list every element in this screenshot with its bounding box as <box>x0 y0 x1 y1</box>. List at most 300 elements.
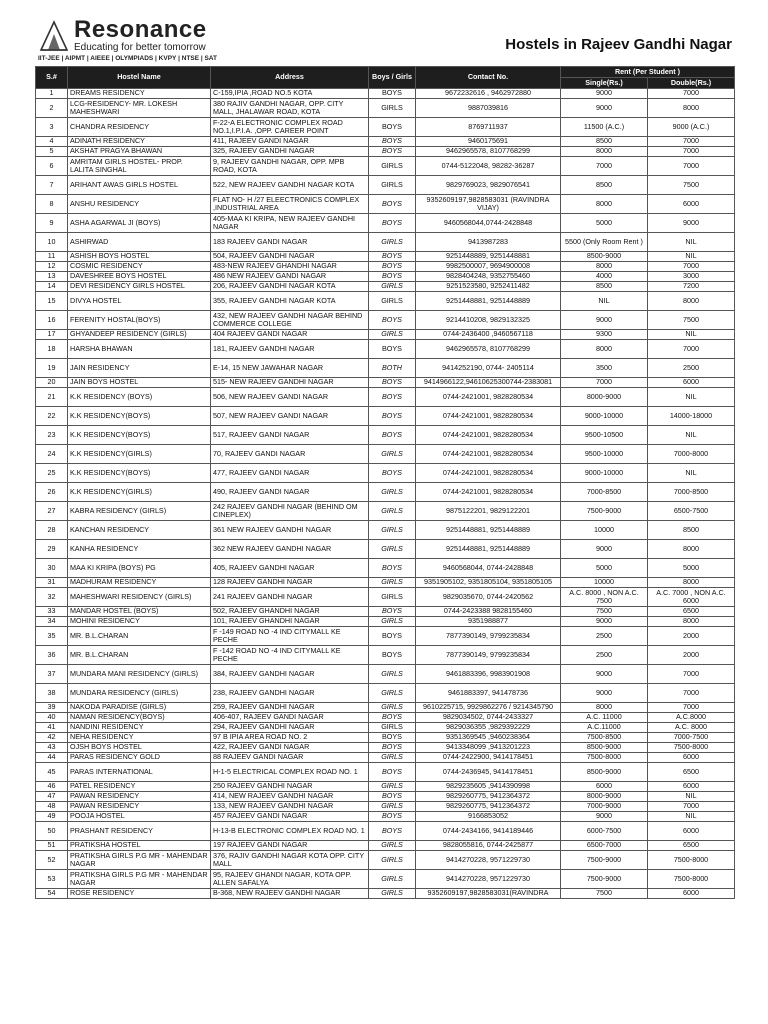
table-row <box>36 851 735 870</box>
cell-contact: 9829035670, 0744-2420562 <box>416 588 561 607</box>
cell-serial: 47 <box>36 792 68 802</box>
cell-serial: 29 <box>36 540 68 559</box>
cell-rent-double: 8000 <box>648 292 735 311</box>
cell-address: 404 RAJEEV GANDI NAGAR <box>211 330 369 340</box>
document-header <box>0 0 768 66</box>
cell-boys-girls: GIRLS <box>369 483 416 502</box>
cell-rent-single: 9500-10500 <box>561 426 648 445</box>
cell-serial: 33 <box>36 607 68 617</box>
cell-hostel-name: K.K RESIDENCY(GIRLS) <box>68 483 211 502</box>
cell-address: 362 NEW RAJEEV GANDHI NAGAR <box>211 540 369 559</box>
cell-boys-girls: GIRLS <box>369 445 416 464</box>
cell-address: 477, RAJEEV GANDI NAGAR <box>211 464 369 483</box>
cell-hostel-name: ASHISH BOYS HOSTEL <box>68 252 211 262</box>
cell-address: 504, RAJEEV GANDHI NAGAR <box>211 252 369 262</box>
cell-hostel-name: KABRA RESIDENCY (GIRLS) <box>68 502 211 521</box>
cell-rent-double: 3000 <box>648 272 735 282</box>
cell-rent-double: 6000 <box>648 889 735 899</box>
cell-serial: 49 <box>36 812 68 822</box>
cell-rent-single: 8000-9000 <box>561 792 648 802</box>
cell-address: 128 RAJEEV GANDHI NAGAR <box>211 578 369 588</box>
cell-address: 422, RAJEEV GANDI NAGAR <box>211 743 369 753</box>
cell-boys-girls: BOYS <box>369 713 416 723</box>
cell-serial: 43 <box>36 743 68 753</box>
cell-address: 522, NEW RAJEEV GANDHI NAGAR KOTA <box>211 176 369 195</box>
cell-serial: 48 <box>36 802 68 812</box>
cell-serial: 38 <box>36 684 68 703</box>
cell-hostel-name: OJSH BOYS HOSTEL <box>68 743 211 753</box>
cell-boys-girls: BOYS <box>369 627 416 646</box>
cell-rent-double: 2000 <box>648 646 735 665</box>
cell-rent-double: 2500 <box>648 359 735 378</box>
header-rent: Rent (Per Student ) <box>561 67 735 78</box>
cell-hostel-name: PRASHANT RESIDENCY <box>68 822 211 841</box>
cell-serial: 36 <box>36 646 68 665</box>
table-row <box>36 802 735 812</box>
cell-rent-single: 9500-10000 <box>561 445 648 464</box>
cell-hostel-name: PATEL RESIDENCY <box>68 782 211 792</box>
table-row <box>36 617 735 627</box>
table-row <box>36 330 735 340</box>
cell-address: 325, RAJEEV GANDHI NAGAR <box>211 147 369 157</box>
cell-boys-girls: BOYS <box>369 646 416 665</box>
cell-address: 97 B IPIA AREA ROAD NO. 2 <box>211 733 369 743</box>
cell-address: 206, RAJEEV GANDHI NAGAR KOTA <box>211 282 369 292</box>
cell-address: 432, NEW RAJEEV GANDHI NAGAR BEHIND COMMERCE COLLEGE <box>211 311 369 330</box>
cell-rent-single: 5000 <box>561 559 648 578</box>
cell-address: 515- NEW RAJEEV GANDHI NAGAR <box>211 378 369 388</box>
cell-boys-girls: BOYS <box>369 147 416 157</box>
page-title: Hostels in Rajeev Gandhi Nagar <box>505 36 732 53</box>
cell-hostel-name: K.K RESIDENCY(BOYS) <box>68 426 211 445</box>
cell-serial: 11 <box>36 252 68 262</box>
cell-hostel-name: PARAS RESIDENCY GOLD <box>68 753 211 763</box>
cell-address: 411, RAJEEV GANDI NAGAR <box>211 137 369 147</box>
cell-serial: 14 <box>36 282 68 292</box>
header-single: Single(Rs.) <box>561 78 648 89</box>
cell-hostel-name: KANCHAN RESIDENCY <box>68 521 211 540</box>
cell-boys-girls: BOYS <box>369 812 416 822</box>
cell-address: 506, NEW RAJEEV GANDI NAGAR <box>211 388 369 407</box>
cell-rent-double: 7500 <box>648 176 735 195</box>
cell-address: 406-407, RAJEEV GANDI NAGAR <box>211 713 369 723</box>
cell-boys-girls: GIRLS <box>369 753 416 763</box>
cell-serial: 24 <box>36 445 68 464</box>
cell-hostel-name: NANDINI RESIDENCY <box>68 723 211 733</box>
cell-rent-single: 3500 <box>561 359 648 378</box>
table-row <box>36 763 735 782</box>
cell-boys-girls: GIRLS <box>369 889 416 899</box>
cell-hostel-name: KANHA RESIDENCY <box>68 540 211 559</box>
cell-rent-single: 7000-9000 <box>561 802 648 812</box>
cell-contact: 9610225715, 9929862276 / 9214345790 <box>416 703 561 713</box>
cell-rent-single: 9000 <box>561 812 648 822</box>
cell-rent-double: 7000 <box>648 802 735 812</box>
table-row <box>36 311 735 330</box>
table-row <box>36 118 735 137</box>
cell-contact: 9829260775, 9412364372 <box>416 802 561 812</box>
cell-rent-double: 6000 <box>648 782 735 792</box>
cell-contact: 9413348099 ,9413201223 <box>416 743 561 753</box>
cell-serial: 3 <box>36 118 68 137</box>
cell-hostel-name: JAIN RESIDENCY <box>68 359 211 378</box>
cell-rent-single: 8500 <box>561 282 648 292</box>
table-row <box>36 195 735 214</box>
cell-boys-girls: GIRLS <box>369 282 416 292</box>
cell-boys-girls: BOYS <box>369 311 416 330</box>
cell-contact: 9351905102, 9351805104, 9351805105 <box>416 578 561 588</box>
cell-rent-single: 8500-9000 <box>561 743 648 753</box>
cell-contact: 0744-2434166, 9414189446 <box>416 822 561 841</box>
table-row <box>36 627 735 646</box>
cell-address: 133, NEW RAJEEV GANDHI NAGAR <box>211 802 369 812</box>
cell-address: F -142 ROAD NO -4 IND CITYMALL KE PECHE <box>211 646 369 665</box>
cell-contact: 9461883397, 941478736 <box>416 684 561 703</box>
cell-contact: 9829769023, 9829076541 <box>416 176 561 195</box>
cell-hostel-name: ASHA AGARWAL JI (BOYS) <box>68 214 211 233</box>
cell-rent-single: 9000 <box>561 665 648 684</box>
cell-rent-double: NIL <box>648 388 735 407</box>
cell-serial: 15 <box>36 292 68 311</box>
table-row <box>36 502 735 521</box>
cell-hostel-name: ASHIRWAD <box>68 233 211 252</box>
cell-hostel-name: MOHINI RESIDENCY <box>68 617 211 627</box>
cell-rent-double: NIL <box>648 252 735 262</box>
cell-address: 380 RAJIV GANDHI NAGAR, OPP. CITY MALL, JHALAWAR ROAD, KOTA <box>211 99 369 118</box>
table-row <box>36 733 735 743</box>
cell-address: 405-MAA KI KRIPA, NEW RAJEEV GANDHI NAGAR <box>211 214 369 233</box>
cell-hostel-name: MADHURAM RESIDENCY <box>68 578 211 588</box>
table-row <box>36 588 735 607</box>
cell-serial: 18 <box>36 340 68 359</box>
cell-address: 95, RAJEEV GHANDI NAGAR, KOTA OPP. ALLEN SAFALYA <box>211 870 369 889</box>
table-row <box>36 176 735 195</box>
cell-address: 294, RAJEEV GANDHI NAGAR <box>211 723 369 733</box>
table-row <box>36 665 735 684</box>
cell-boys-girls: BOYS <box>369 407 416 426</box>
cell-rent-single: 7500-9000 <box>561 851 648 870</box>
cell-serial: 19 <box>36 359 68 378</box>
cell-boys-girls: GIRLS <box>369 723 416 733</box>
cell-address: 507, NEW RAJEEV GANDI NAGAR <box>211 407 369 426</box>
cell-serial: 37 <box>36 665 68 684</box>
cell-hostel-name: PRATIKSHA GIRLS P.G MR - MAHENDAR NAGAR <box>68 870 211 889</box>
cell-rent-single: 4000 <box>561 272 648 282</box>
cell-boys-girls: GIRLS <box>369 617 416 627</box>
cell-contact: 0744-2421001, 9828280534 <box>416 445 561 464</box>
cell-serial: 50 <box>36 822 68 841</box>
cell-address: 517, RAJEEV GANDI NAGAR <box>211 426 369 445</box>
cell-rent-double: 6000 <box>648 195 735 214</box>
cell-hostel-name: COSMIC RESIDENCY <box>68 262 211 272</box>
cell-address: F-22-A ELECTRONIC COMPLEX ROAD NO.1,I.P.I.A. ,OPP. CAREER POINT <box>211 118 369 137</box>
cell-rent-single: 8000 <box>561 147 648 157</box>
cell-rent-single: 2500 <box>561 646 648 665</box>
cell-boys-girls: BOYS <box>369 378 416 388</box>
cell-rent-double: 8000 <box>648 578 735 588</box>
cell-serial: 9 <box>36 214 68 233</box>
cell-hostel-name: AMRITAM GIRLS HOSTEL- PROP. LALITA SINGHAL <box>68 157 211 176</box>
cell-serial: 39 <box>36 703 68 713</box>
cell-serial: 51 <box>36 841 68 851</box>
cell-rent-single: 9000 <box>561 540 648 559</box>
cell-contact: 9829034502, 0744-2433327 <box>416 713 561 723</box>
cell-address: 88 RAJEEV GANDI NAGAR <box>211 753 369 763</box>
cell-rent-double: 6000 <box>648 822 735 841</box>
cell-rent-single: 8500-9000 <box>561 252 648 262</box>
cell-hostel-name: PAWAN RESIDENCY <box>68 802 211 812</box>
table-row <box>36 272 735 282</box>
cell-serial: 46 <box>36 782 68 792</box>
cell-serial: 52 <box>36 851 68 870</box>
table-row <box>36 684 735 703</box>
cell-serial: 44 <box>36 753 68 763</box>
cell-rent-double: 8500 <box>648 521 735 540</box>
cell-serial: 45 <box>36 763 68 782</box>
table-row <box>36 713 735 723</box>
cell-rent-double: NIL <box>648 792 735 802</box>
cell-rent-single: 10000 <box>561 578 648 588</box>
cell-rent-double: 7000 <box>648 157 735 176</box>
table-row <box>36 723 735 733</box>
table-row <box>36 483 735 502</box>
cell-contact: 9251448881, 9251448889 <box>416 521 561 540</box>
cell-rent-double: 7000 <box>648 684 735 703</box>
cell-hostel-name: LCG-RESIDENCY- MR. LOKESH MAHESHWARI <box>68 99 211 118</box>
cell-boys-girls: BOYS <box>369 464 416 483</box>
cell-contact: 9251448881, 9251448889 <box>416 540 561 559</box>
cell-hostel-name: K.K RESIDENCY(GIRLS) <box>68 445 211 464</box>
cell-boys-girls: BOYS <box>369 214 416 233</box>
table-row <box>36 292 735 311</box>
cell-rent-double: 7000 <box>648 137 735 147</box>
cell-serial: 28 <box>36 521 68 540</box>
table-row <box>36 540 735 559</box>
header-double: Double(Rs.) <box>648 78 735 89</box>
cell-rent-double: NIL <box>648 464 735 483</box>
cell-serial: 8 <box>36 195 68 214</box>
cell-serial: 2 <box>36 99 68 118</box>
cell-boys-girls: BOYS <box>369 388 416 407</box>
cell-address: 502, RAJEEV GHANDHI NAGAR <box>211 607 369 617</box>
cell-rent-single: 8000-9000 <box>561 388 648 407</box>
cell-contact: 9982500007, 9694900008 <box>416 262 561 272</box>
hostel-table <box>35 66 735 899</box>
table-row <box>36 147 735 157</box>
cell-serial: 17 <box>36 330 68 340</box>
cell-contact: 9351369545 ,9460238364 <box>416 733 561 743</box>
cell-hostel-name: DIVYA HOSTEL <box>68 292 211 311</box>
cell-serial: 22 <box>36 407 68 426</box>
cell-serial: 7 <box>36 176 68 195</box>
cell-hostel-name: NAMAN RESIDENCY(BOYS) <box>68 713 211 723</box>
cell-boys-girls: GIRLS <box>369 665 416 684</box>
cell-hostel-name: NEHA RESIDENCY <box>68 733 211 743</box>
table-row <box>36 445 735 464</box>
cell-rent-single: A.C. 11000 <box>561 713 648 723</box>
cell-boys-girls: GIRLS <box>369 99 416 118</box>
cell-rent-double: 7200 <box>648 282 735 292</box>
cell-hostel-name: K.K RESIDENCY(BOYS) <box>68 464 211 483</box>
cell-boys-girls: GIRLS <box>369 841 416 851</box>
cell-rent-double: 7000 <box>648 665 735 684</box>
table-row <box>36 792 735 802</box>
cell-rent-single: 11500 (A.C.) <box>561 118 648 137</box>
cell-hostel-name: MUNDARA RESIDENCY (GIRLS) <box>68 684 211 703</box>
cell-hostel-name: GHYANDEEP RESIDENCY (GIRLS) <box>68 330 211 340</box>
cell-serial: 54 <box>36 889 68 899</box>
cell-address: FLAT NO- H /27 ELEECTRONICS COMPLEX ,INDUSTRIAL AREA <box>211 195 369 214</box>
cell-rent-double: 7500-8000 <box>648 851 735 870</box>
cell-hostel-name: POOJA HOSTEL <box>68 812 211 822</box>
cell-boys-girls: BOTH <box>369 359 416 378</box>
cell-rent-double: 7000 <box>648 147 735 157</box>
table-row <box>36 359 735 378</box>
cell-boys-girls: BOYS <box>369 272 416 282</box>
cell-boys-girls: BOYS <box>369 137 416 147</box>
cell-serial: 27 <box>36 502 68 521</box>
cell-serial: 25 <box>36 464 68 483</box>
cell-boys-girls: BOYS <box>369 822 416 841</box>
cell-contact: 9214410208, 9829132325 <box>416 311 561 330</box>
cell-rent-double: 8000 <box>648 540 735 559</box>
cell-hostel-name: ANSHU RESIDENCY <box>68 195 211 214</box>
table-row <box>36 388 735 407</box>
header-boys-girls: Boys / Girls <box>369 67 416 89</box>
cell-serial: 31 <box>36 578 68 588</box>
cell-contact: 9462965578, 8107768299 <box>416 147 561 157</box>
cell-rent-single: 7500 <box>561 607 648 617</box>
table-row <box>36 812 735 822</box>
cell-rent-single: 8500-9000 <box>561 763 648 782</box>
cell-boys-girls: BOYS <box>369 89 416 99</box>
cell-boys-girls: GIRLS <box>369 578 416 588</box>
cell-address: 242 RAJEEV GANDHI NAGAR (BEHIND OM CINEPLEX) <box>211 502 369 521</box>
cell-rent-double: 6500 <box>648 841 735 851</box>
cell-contact: 9875122201, 9829122201 <box>416 502 561 521</box>
cell-rent-single: 2500 <box>561 627 648 646</box>
cell-rent-double: 6500-7500 <box>648 502 735 521</box>
cell-address: 259, RAJEEV GANDHI NAGAR <box>211 703 369 713</box>
table-row <box>36 703 735 713</box>
cell-boys-girls: GIRLS <box>369 330 416 340</box>
cell-rent-double: 7500-8000 <box>648 870 735 889</box>
cell-serial: 35 <box>36 627 68 646</box>
cell-rent-single: 7000 <box>561 157 648 176</box>
cell-hostel-name: DEVI RESIDENCY GIRLS HOSTEL <box>68 282 211 292</box>
header-hostel-name: Hostel Name <box>68 67 211 89</box>
table-row <box>36 841 735 851</box>
cell-address: 361 NEW RAJEEV GANDHI NAGAR <box>211 521 369 540</box>
cell-address: 457 RAJEEV GANDI NAGAR <box>211 812 369 822</box>
cell-address: 405, RAJEEV GANDHI NAGAR <box>211 559 369 578</box>
cell-serial: 4 <box>36 137 68 147</box>
cell-contact: 9887039816 <box>416 99 561 118</box>
cell-contact: 9462965578, 8107768299 <box>416 340 561 359</box>
cell-address: H-1-5 ELECTRICAL COMPLEX ROAD NO. 1 <box>211 763 369 782</box>
cell-rent-double: 6500 <box>648 763 735 782</box>
cell-rent-double: 7000-8000 <box>648 445 735 464</box>
table-row <box>36 889 735 899</box>
cell-rent-double: 7500-8000 <box>648 743 735 753</box>
cell-rent-single: 7500-9000 <box>561 502 648 521</box>
cell-rent-single: 8000 <box>561 703 648 713</box>
cell-contact: 9166853052 <box>416 812 561 822</box>
cell-address: 183 RAJEEV GANDI NAGAR <box>211 233 369 252</box>
cell-hostel-name: DAVESHREE BOYS HOSTEL <box>68 272 211 282</box>
cell-rent-double: 6000 <box>648 378 735 388</box>
table-row <box>36 559 735 578</box>
cell-contact: 9672232616 , 9462972880 <box>416 89 561 99</box>
cell-rent-single: 6000-7500 <box>561 822 648 841</box>
cell-boys-girls: GIRLS <box>369 802 416 812</box>
header-address: Address <box>211 67 369 89</box>
cell-rent-double: A.C. 8000 <box>648 723 735 733</box>
cell-rent-double: 7000-7500 <box>648 733 735 743</box>
cell-contact: 9828404248, 9352755460 <box>416 272 561 282</box>
cell-hostel-name: PRATIKSHA GIRLS P.G MR - MAHENDAR NAGAR <box>68 851 211 870</box>
cell-address: 250 RAJEEV GANDHI NAGAR <box>211 782 369 792</box>
cell-contact: 9461883396, 9983901908 <box>416 665 561 684</box>
table-row <box>36 282 735 292</box>
table-row <box>36 521 735 540</box>
cell-contact: 0744-2422900, 9414178451 <box>416 753 561 763</box>
cell-contact: 9251448889, 9251448881 <box>416 252 561 262</box>
cell-hostel-name: MR. B.L.CHARAN <box>68 646 211 665</box>
cell-serial: 26 <box>36 483 68 502</box>
cell-rent-double: 9000 <box>648 214 735 233</box>
cell-address: 197 RAJEEV GANDI NAGAR <box>211 841 369 851</box>
cell-hostel-name: PARAS INTERNATIONAL <box>68 763 211 782</box>
cell-contact: 9414270228, 9571229730 <box>416 870 561 889</box>
cell-contact: 7877390149, 9799235834 <box>416 627 561 646</box>
resonance-logo-icon <box>38 20 70 52</box>
cell-rent-single: A.C. 8000 , NON A.C. 7500 <box>561 588 648 607</box>
cell-boys-girls: GIRLS <box>369 588 416 607</box>
cell-rent-double: 7000 <box>648 340 735 359</box>
cell-address: F -149 ROAD NO -4 IND CITYMALL KE PECHE <box>211 627 369 646</box>
cell-serial: 16 <box>36 311 68 330</box>
cell-hostel-name: DREAMS RESIDENCY <box>68 89 211 99</box>
cell-rent-double: NIL <box>648 330 735 340</box>
cell-rent-double: 2000 <box>648 627 735 646</box>
cell-rent-single: 10000 <box>561 521 648 540</box>
cell-boys-girls: GIRLS <box>369 540 416 559</box>
table-row <box>36 89 735 99</box>
cell-contact: 9251523580, 9252411482 <box>416 282 561 292</box>
cell-rent-double: 8000 <box>648 617 735 627</box>
cell-hostel-name: ADINATH RESIDENCY <box>68 137 211 147</box>
cell-rent-single: 5500 (Only Room Rent ) <box>561 233 648 252</box>
header-contact: Contact No. <box>416 67 561 89</box>
cell-rent-single: 8000 <box>561 195 648 214</box>
cell-serial: 53 <box>36 870 68 889</box>
cell-rent-single: 9000-10000 <box>561 407 648 426</box>
cell-serial: 23 <box>36 426 68 445</box>
cell-rent-single: NIL <box>561 292 648 311</box>
table-row <box>36 646 735 665</box>
cell-rent-double: 6000 <box>648 753 735 763</box>
cell-contact: 9460568044,0744-2428848 <box>416 214 561 233</box>
cell-rent-single: 9000 <box>561 99 648 118</box>
cell-boys-girls: GIRLS <box>369 233 416 252</box>
cell-rent-single: 8500 <box>561 176 648 195</box>
exam-list: IIT-JEE | AIPMT | AIEEE | OLYMPIADS | KVPY | NTSE | SAT <box>38 55 217 62</box>
cell-contact: 7877390149, 9799235834 <box>416 646 561 665</box>
cell-address: 241 RAJEEV GANDHI NAGAR <box>211 588 369 607</box>
cell-serial: 42 <box>36 733 68 743</box>
cell-contact: 9351988877 <box>416 617 561 627</box>
